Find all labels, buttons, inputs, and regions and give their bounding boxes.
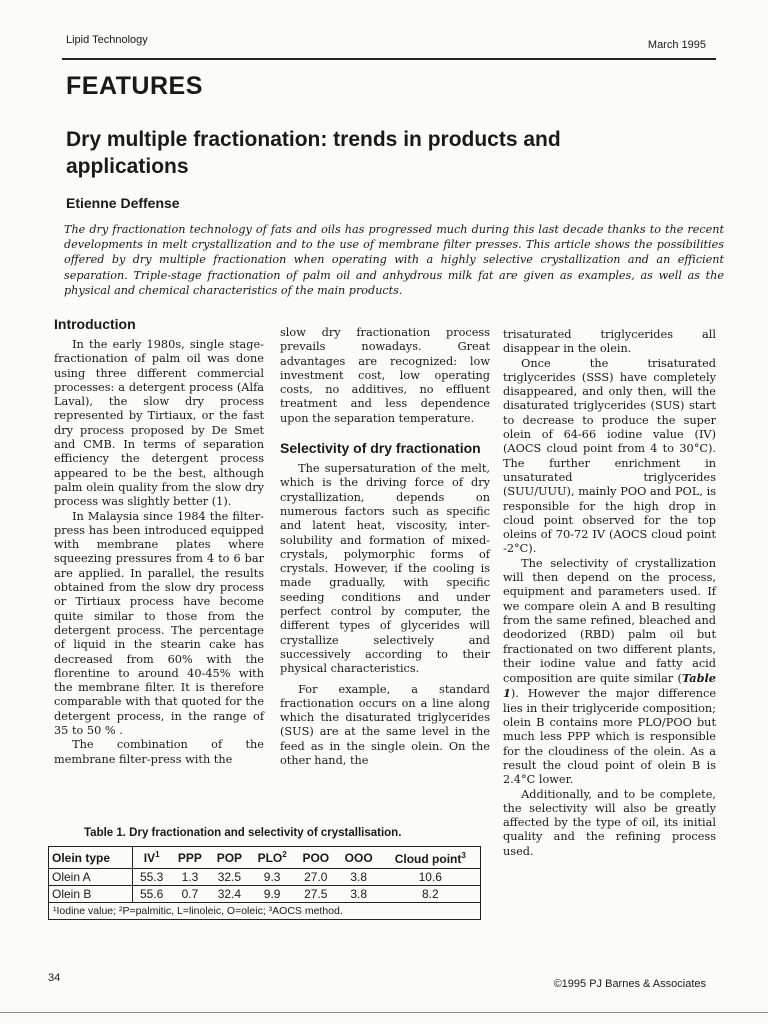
issue-date: March 1995 xyxy=(647,39,706,51)
cell-ooo: 3.8 xyxy=(350,887,368,901)
paragraph: For example, a standard fractionation occurs on a line along which the disaturated triglycerides (SUS) are at the same level in the feed as in the single olein. On the other hand, the xyxy=(280,682,490,768)
paragraph: The combination of the membrane filter-press with the xyxy=(54,738,264,766)
heading-selectivity: Selectivity of dry fractionation xyxy=(280,440,481,457)
author-name: Etienne Deffense xyxy=(66,195,180,211)
header-ooo: OOO xyxy=(337,847,381,869)
text-run: The selectivity of crystallization will then depend on the process, equipment and parameters used. If we compare olein A and B resulting from the same refined, bleached and deodorized (RBD) palm oil but fractionated on two different plants, their iodine value and fatty acid composition are quite similar ( xyxy=(503,556,716,686)
header-iv: $IV^1$ xyxy=(132,847,170,869)
column-3 xyxy=(503,328,716,859)
cell-cloud-point: 10.6 xyxy=(381,869,481,886)
abstract: The dry fractionation technology of fats and oils has progressed much during this last decade thanks to the recent developments in melt crystallization and to the use of membrane filter presses. This article shows the possibilities offered by dry multiple fractionation when operating with a highly selective crystallization and an efficient separation. Triple-stage fractionation of palm oil and anhydrous milk fat are given as examples, as well as the physical and chemical characteristics of the main products. xyxy=(64,223,724,297)
table-container xyxy=(48,846,481,920)
cell-plo: 9.9 xyxy=(263,887,281,901)
header-olein-type: Olein type xyxy=(49,847,133,869)
cell-plo: 9.3 xyxy=(250,869,295,886)
copyright: ©1995 PJ Barnes & Associates xyxy=(553,978,706,990)
table-footnote: ¹Iodine value; ²P=palmitic, L=linoleic, O=oleic; ³AOCS method. xyxy=(49,903,481,920)
paragraph: slow dry fractionation process prevails nowadays. Great advantages are recognized: low investment cost, low operating costs, no additives, no effluent treatment and less dependence upon the separation temperature. xyxy=(280,326,490,425)
header-cloud-point: Cloud point$^3$ xyxy=(381,847,481,869)
journal-name: Lipid Technology xyxy=(66,34,148,46)
article-title: Dry multiple fractionation: trends in products and applications xyxy=(66,128,561,178)
table-caption: Table 1. Dry fractionation and selectivity of crystallisation. xyxy=(84,827,402,839)
heading-introduction: Introduction xyxy=(54,316,136,332)
header-poo: POO xyxy=(295,847,337,869)
footer-rule xyxy=(0,1012,768,1013)
cell-pop: 32.5 xyxy=(209,869,249,886)
page-number: 34 xyxy=(48,972,61,984)
paragraph: Additionally, and to be complete, the selectivity will also be greatly affected by the type of oil, its initial quality and the refining process used. xyxy=(503,787,716,858)
paragraph: The supersaturation of the melt, which is the driving force of dry crystallization, depends on numerous factors such as specific and latent heat, viscosity, inter-solubility and formation of mixed-crystals, polymorphic forms of crystals. However, if the cooling is made gradually, with specific seeding conditions and under perfect control by computer, the different types of glycerides will crystallize selectively and successively according to their physical characteristics. xyxy=(280,462,490,676)
cell-ppp: 0.7 xyxy=(181,887,199,901)
cell-cloud-point: 8.2 xyxy=(421,887,439,901)
paragraph xyxy=(503,557,716,788)
cell-poo: 27.0 xyxy=(295,869,337,886)
table-footnote-row xyxy=(49,903,481,920)
column-1 xyxy=(54,316,264,767)
cell-iv: 55.6 xyxy=(139,887,164,901)
paragraph: trisaturated triglycerides all disappear in the olein. xyxy=(503,328,716,356)
paragraph: In Malaysia since 1984 the filter-press has been introduced equipped with membrane plates where squeezing pressures from 4 to 6 bar are applied. In parallel, the results obtained from the slow dry process or Tirtiaux process have become quite similar to those from the detergent process. The percentage of liquid in the stearin cake has decreased from 60% with the florentine to around 40-45% with the membrane filter. It is therefore comparable with that quoted for the detergent process, in the range of 35 to 50 % . xyxy=(54,509,264,738)
cell-poo: 27.5 xyxy=(304,887,328,901)
paragraph: In the early 1980s, single stage-fractionation of palm oil was done using three different commercial processes: a detergent process (Alfa Laval), the slow dry process represented by Tirtiaux, or the fast dry process proposed by De Smet and CMB. In terms of separation efficiency the detergent process appeared to be the best, although palm olein quality from the slow dry process was slightly better (1). xyxy=(54,338,264,509)
table-reference: Table 1 xyxy=(503,671,716,701)
section-heading: FEATURES xyxy=(66,72,203,100)
cell-iv: 55.3 xyxy=(132,869,170,886)
header-pop: POP xyxy=(209,847,249,869)
cell-olein-name: Olein A xyxy=(49,869,133,886)
paragraph: Once the trisaturated triglycerides (SSS) have completely disappeared, and only then, will the disaturated triglycerides (SUS) start to decrease to produce the super olein of 64-66 iodine value (IV) (AOCS cloud point from 4 to 30°C). The further enrichment in unsaturated triglycerides (SUU/UUU), mainly POO and POL, is responsible for the high drop in cloud point observed for the top oleins of 70-72 IV (AOCS cloud point -2°C). xyxy=(503,356,716,556)
header-rule xyxy=(62,58,716,60)
cell-ppp: 1.3 xyxy=(171,869,210,886)
cell-pop: 32.4 xyxy=(217,887,242,901)
table-row xyxy=(49,886,481,903)
header-plo: PLO$^2$ xyxy=(250,847,295,869)
cell-olein-name: Olein B xyxy=(49,886,133,903)
table-header-row xyxy=(49,847,481,869)
table-row xyxy=(49,869,481,886)
data-table xyxy=(48,846,481,920)
column-2 xyxy=(280,326,490,768)
cell-ooo: 3.8 xyxy=(337,869,381,886)
text-run: ). However the major difference lies in their triglyceride composition; olein B contains more PLO/POO but much less PPP which is responsible for the cloudiness of the olein. As a result the cloud point of olein B is 2.4°C lower. xyxy=(503,687,716,787)
header-ppp: PPP xyxy=(171,847,210,869)
